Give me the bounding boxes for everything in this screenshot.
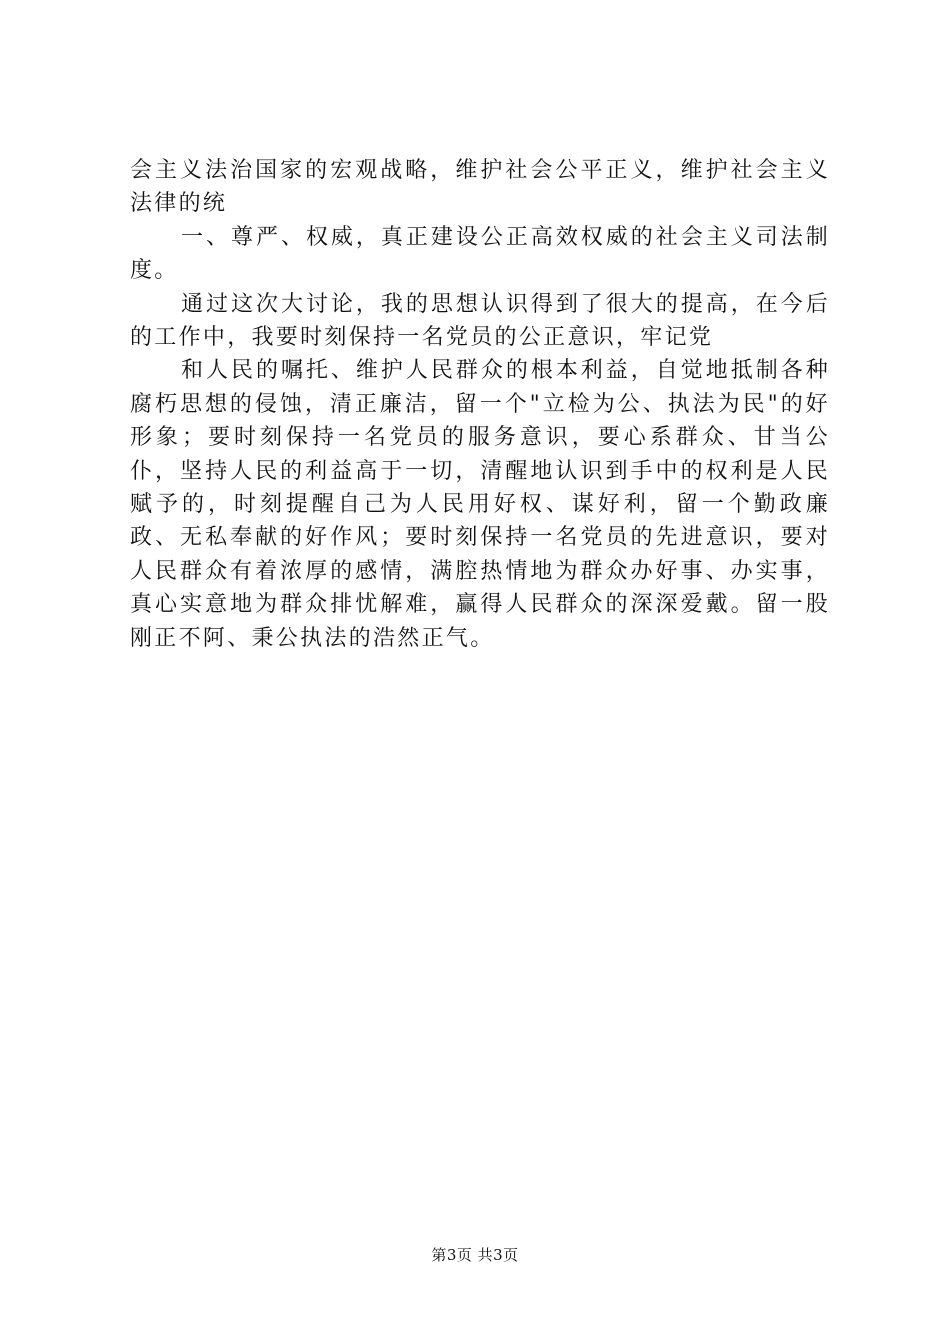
paragraph-2: 一、尊严、权威，真正建设公正高效权威的社会主义司法制度。	[130, 224, 830, 284]
paragraph-1: 会主义法治国家的宏观战略，维护社会公平正义，维护社会主义法律的统	[130, 158, 830, 217]
paragraph-4: 和人民的嘱托、维护人民群众的根本利益，自觉地抵制各种腐朽思想的侵蚀，清正廉洁，留一个"立检为公、执法为民"的好形象；要时刻保持一名党员的服务意识，要心系群众、甘当公仆，坚持人民的利益高于一切，清醒地认识到手中的权利是人民赋予的，时刻提醒自己为人民用好权、谋好利，留一个勤政廉政、无私奉献的好作风；要时刻保持一名党员的先进意识，要对人民群众有着浓厚的感情，满腔热情地为群众办好事、办实事，真心实意地为群众排忧解难，赢得人民群众的深深爱戴。留一股刚正不阿、秉公执法的浩然正气。	[130, 358, 830, 651]
document-body	[130, 154, 830, 655]
paragraph-3: 通过这次大讨论，我的思想认识得到了很大的提高，在今后的工作中，我要时刻保持一名党员的公正意识，牢记党	[130, 291, 830, 351]
page-footer: 第3页 共3页	[431, 1246, 519, 1264]
